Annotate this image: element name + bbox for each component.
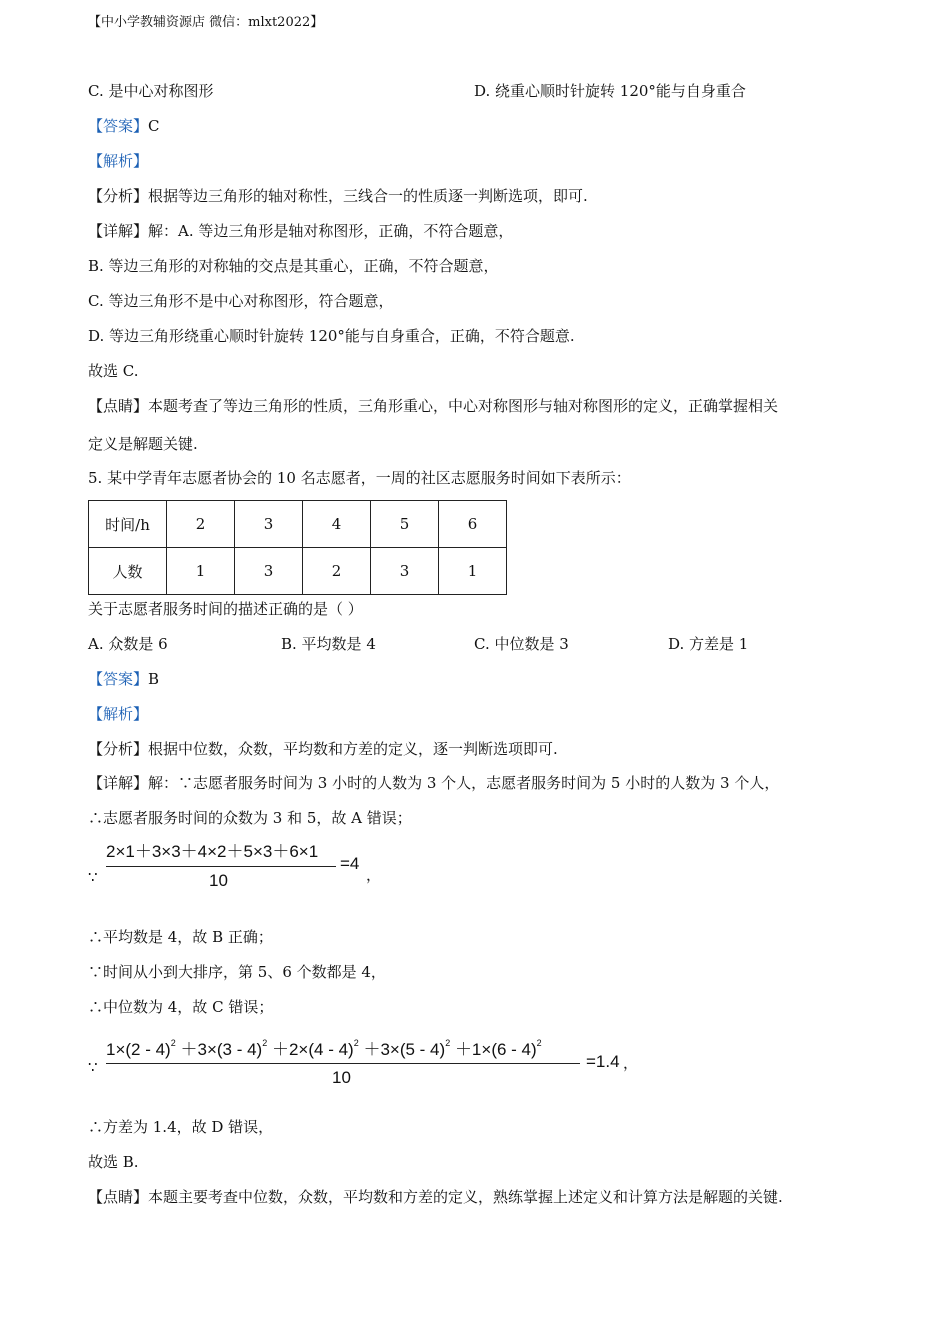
q5-answer — [88, 672, 159, 687]
because-symbol: ∵ — [88, 1058, 98, 1076]
table-row — [89, 548, 507, 595]
variance-term: ＋3×(5 - 4) — [363, 1040, 446, 1059]
q5-option-a: A. 众数是 6 — [88, 635, 168, 653]
mean-numerator: 2×1＋3×3＋4×2＋5×3＋6×1 — [106, 842, 319, 861]
answer-label: 【答案】 — [88, 117, 149, 135]
service-time-table — [88, 500, 507, 595]
table-cell: 2 — [167, 501, 235, 548]
q4-detail-4: D. 等边三角形绕重心顺时针旋转 120°能与自身重合，正确，不符合题意. — [88, 327, 575, 345]
q5-question: 关于志愿者服务时间的描述正确的是（ ） — [88, 600, 363, 618]
q4-detail-3: C. 等边三角形不是中心对称图形，符合题意， — [88, 292, 394, 310]
q5-detail-3: ∴平均数是 4，故 B 正确； — [88, 928, 273, 946]
q5-detail-6: ∴方差为 1.4，故 D 错误， — [88, 1118, 274, 1136]
q5-detail-1: 【详解】解：∵志愿者服务时间为 3 小时的人数为 3 个人，志愿者服务时间为 5 小时的人数为 3 个人， — [88, 774, 780, 792]
table-cell: 3 — [371, 548, 439, 595]
mean-result: =4 — [340, 854, 360, 873]
q4-detail-1: 【详解】解：A. 等边三角形是轴对称图形，正确，不符合题意， — [88, 222, 514, 240]
q5-comment: 【点睛】本题主要考查中位数，众数，平均数和方差的定义，熟练掌握上述定义和计算方法是解题的关键. — [88, 1188, 783, 1206]
q4-detail-2: B. 等边三角形的对称轴的交点是其重心，正确，不符合题意， — [88, 257, 499, 275]
variance-term: ＋1×(6 - 4) — [454, 1040, 537, 1059]
table-row — [89, 501, 507, 548]
q5-option-c: C. 中位数是 3 — [474, 635, 569, 653]
table-cell: 时间/h — [89, 501, 167, 548]
q4-option-d: D. 绕重心顺时针旋转 120°能与自身重合 — [474, 82, 746, 100]
answer-value: C — [148, 117, 160, 135]
q5-option-d: D. 方差是 1 — [668, 635, 749, 653]
table-cell: 6 — [439, 501, 507, 548]
fraction-bar — [106, 1063, 580, 1064]
fraction-bar — [106, 866, 336, 867]
q4-analysis-label: 【解析】 — [88, 152, 149, 170]
comma: ， — [366, 866, 382, 884]
exponent: 2 — [262, 1038, 268, 1048]
variance-denominator: 10 — [332, 1068, 351, 1087]
q5-stem: 5. 某中学青年志愿者协会的 10 名志愿者，一周的社区志愿服务时间如下表所示： — [88, 469, 631, 487]
q5-fenxi: 【分析】根据中位数，众数，平均数和方差的定义，逐一判断选项即可. — [88, 740, 558, 758]
comma: ， — [623, 1054, 639, 1072]
table-cell: 1 — [439, 548, 507, 595]
variance-term: ＋3×(3 - 4) — [180, 1040, 263, 1059]
q5-choose: 故选 B. — [88, 1153, 139, 1171]
variance-numerator — [106, 1039, 542, 1058]
q4-option-c: C. 是中心对称图形 — [88, 82, 214, 100]
variance-result: =1.4 — [586, 1052, 620, 1071]
q5-analysis-label: 【解析】 — [88, 705, 149, 723]
exponent: 2 — [445, 1038, 451, 1048]
table-cell: 5 — [371, 501, 439, 548]
answer-value: B — [148, 670, 160, 688]
table-cell: 人数 — [89, 548, 167, 595]
q5-option-b: B. 平均数是 4 — [281, 635, 376, 653]
table-cell: 1 — [167, 548, 235, 595]
q4-answer — [88, 119, 160, 134]
answer-label: 【答案】 — [88, 670, 149, 688]
variance-term: ＋2×(4 - 4) — [271, 1040, 354, 1059]
q4-choose: 故选 C. — [88, 362, 139, 380]
exponent: 2 — [353, 1038, 359, 1048]
table-cell: 4 — [303, 501, 371, 548]
page-header: 【中小学教辅资源店 微信：mlxt2022】 — [88, 15, 324, 30]
q4-comment-1: 【点睛】本题考查了等边三角形的性质，三角形重心，中心对称图形与轴对称图形的定义，正确掌握相关 — [88, 397, 779, 415]
exponent: 2 — [170, 1038, 176, 1048]
because-symbol: ∵ — [88, 868, 98, 886]
q4-comment-2: 定义是解题关键. — [88, 435, 198, 453]
q5-detail-2: ∴志愿者服务时间的众数为 3 和 5，故 A 错误； — [88, 809, 412, 827]
table-cell: 2 — [303, 548, 371, 595]
table-cell: 3 — [235, 548, 303, 595]
q5-detail-5: ∴中位数为 4，故 C 错误； — [88, 998, 274, 1016]
table-cell: 3 — [235, 501, 303, 548]
q4-fenxi: 【分析】根据等边三角形的轴对称性，三线合一的性质逐一判断选项，即可. — [88, 187, 588, 205]
exponent: 2 — [536, 1038, 542, 1048]
variance-term: 1×(2 - 4) — [106, 1040, 171, 1059]
mean-denominator: 10 — [209, 871, 228, 890]
q5-detail-4: ∵时间从小到大排序，第 5、6 个数都是 4， — [88, 963, 386, 981]
